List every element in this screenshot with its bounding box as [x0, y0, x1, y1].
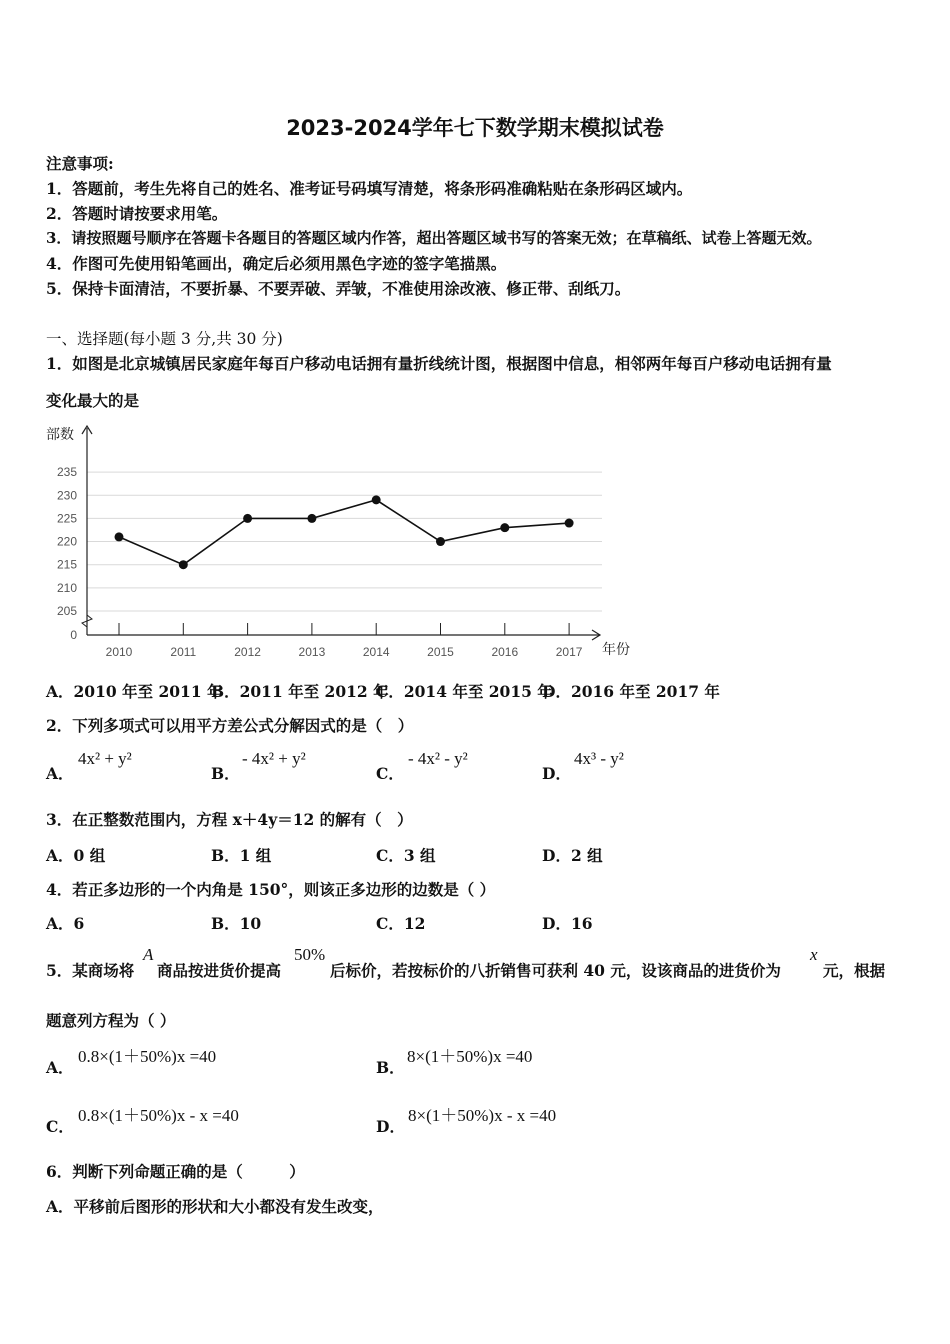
q1-option-b[interactable]: B．2011 年至 2012 年 [211, 682, 389, 701]
line-chart [40, 418, 650, 668]
notice-item: 5．保持卡面清洁，不要折暴、不要弄破、弄皱，不准使用涂改液、修正带、刮纸刀。 [46, 279, 631, 298]
q3-option-c[interactable]: C．3 组 [376, 846, 436, 865]
q4-option-c[interactable]: C．12 [376, 914, 426, 933]
q2-option-c-label[interactable]: C． [376, 764, 404, 783]
y-tick-label: 210 [56, 580, 77, 595]
notice-heading: 注意事项: [46, 154, 114, 173]
data-point [307, 514, 316, 523]
q2-option-a-label[interactable]: A． [46, 764, 74, 783]
question-5-text-part4: 元，根据 [823, 961, 886, 980]
y-axis-label: 部数 [46, 426, 74, 442]
q2-option-d-expr: 4x³ - y² [574, 749, 624, 768]
x-tick-label: 2015 [427, 645, 454, 659]
question-3-text: 3．在正整数范围内，方程 x＋4y＝12 的解有（ ） [46, 810, 413, 829]
data-point [436, 537, 445, 546]
question-2-text: 2．下列多项式可以用平方差公式分解因式的是（ ） [46, 716, 414, 735]
question-1-text: 1．如图是北京城镇居民家庭年每百户移动电话拥有量折线统计图，根据图中信息，相邻两年每百户移动电话拥有量 [46, 354, 832, 373]
section-heading: 一、选择题(每小题 3 分,共 30 分) [46, 330, 283, 348]
data-point [565, 519, 574, 528]
question-1-text-cont: 变化最大的是 [46, 391, 140, 410]
data-point [243, 514, 252, 523]
q2-option-a-expr: 4x² + y² [78, 749, 132, 768]
q3-option-b[interactable]: B．1 组 [211, 846, 272, 865]
q2-option-d-label[interactable]: D． [542, 764, 571, 783]
q5-option-a-expr: 0.8×(1＋50%)x =40 [78, 1047, 217, 1066]
q5-option-d-label[interactable]: D． [376, 1117, 405, 1136]
page-title: 2023-2024学年七下数学期末模拟试卷 [286, 116, 664, 140]
q5-option-b-expr: 8×(1＋50%)x =40 [407, 1047, 533, 1066]
q4-option-a[interactable]: A．6 [46, 914, 85, 933]
q2-option-b-label[interactable]: B． [211, 764, 240, 783]
q1-option-a[interactable]: A．2010 年至 2011 年 [46, 682, 223, 701]
q5-option-c-label[interactable]: C． [46, 1117, 74, 1136]
y-tick-label: 215 [56, 557, 77, 572]
x-tick-label: 2011 [170, 645, 197, 659]
q5-percent: 50% [294, 945, 326, 964]
q5-var-a: A [143, 945, 154, 964]
q3-option-d[interactable]: D．2 组 [542, 846, 603, 865]
y-tick-label: 225 [56, 511, 77, 526]
notice-item: 1．答题前，考生先将自己的姓名、准考证号码填写清楚，将条形码准确粘贴在条形码区域内。 [46, 179, 693, 198]
y-tick-label: 205 [56, 604, 77, 618]
data-point [115, 532, 124, 541]
x-tick-label: 2012 [234, 645, 261, 659]
y-tick-label: 235 [56, 465, 77, 480]
data-point [179, 560, 188, 569]
q2-option-b-expr: - 4x² + y² [242, 749, 306, 768]
series-line [119, 500, 569, 565]
q1-option-c[interactable]: C．2014 年至 2015 年 [376, 682, 553, 701]
y-tick-label: 230 [56, 488, 77, 503]
data-point [500, 523, 509, 532]
question-5-text-part1: 5．某商场将 [46, 961, 135, 980]
y-tick-label: 220 [56, 534, 77, 549]
q4-option-b[interactable]: B．10 [211, 914, 262, 933]
q5-option-a-label[interactable]: A． [46, 1058, 74, 1077]
q1-option-d[interactable]: D．2016 年至 2017 年 [542, 682, 720, 701]
x-tick-label: 2016 [491, 645, 519, 659]
q3-option-a[interactable]: A．0 组 [46, 846, 106, 865]
q2-option-c-expr: - 4x² - y² [408, 749, 468, 768]
q6-option-a[interactable]: A．平移前后图形的形状和大小都没有发生改变， [46, 1197, 384, 1216]
x-tick-label: 2014 [362, 645, 390, 659]
notice-item: 3．请按照题号顺序在答题卡各题目的答题区域内作答，超出答题区域书写的答案无效；在草稿纸、试卷上答题无效。 [46, 229, 822, 247]
data-point [372, 495, 381, 504]
q5-option-c-expr: 0.8×(1＋50%)x - x =40 [78, 1106, 239, 1125]
x-tick-label: 2010 [105, 645, 133, 659]
x-tick-label: 2013 [298, 645, 326, 659]
question-4-text: 4．若正多边形的一个内角是 150°，则该正多边形的边数是（ ） [46, 880, 496, 899]
y-tick-label: 0 [70, 628, 77, 642]
question-5-text-line2: 题意列方程为（ ） [46, 1011, 176, 1030]
x-axis-label: 年份 [602, 641, 630, 657]
q4-option-d[interactable]: D．16 [542, 914, 593, 933]
notice-item: 4．作图可先使用铅笔画出，确定后必须用黑色字迹的签字笔描黑。 [46, 254, 507, 273]
x-tick-label: 2017 [555, 645, 583, 659]
q5-option-b-label[interactable]: B． [376, 1058, 405, 1077]
notice-item: 2．答题时请按要求用笔。 [46, 204, 228, 223]
question-5-text-part2: 商品按进货价提高 [157, 961, 282, 980]
question-5-text-part3: 后标价，若按标价的八折销售可获利 40 元，设该商品的进货价为 [330, 961, 781, 980]
question-6-text: 6．判断下列命题正确的是（ ） [46, 1162, 305, 1181]
q5-var-x: x [810, 945, 818, 964]
q5-option-d-expr: 8×(1＋50%)x - x =40 [408, 1106, 557, 1125]
